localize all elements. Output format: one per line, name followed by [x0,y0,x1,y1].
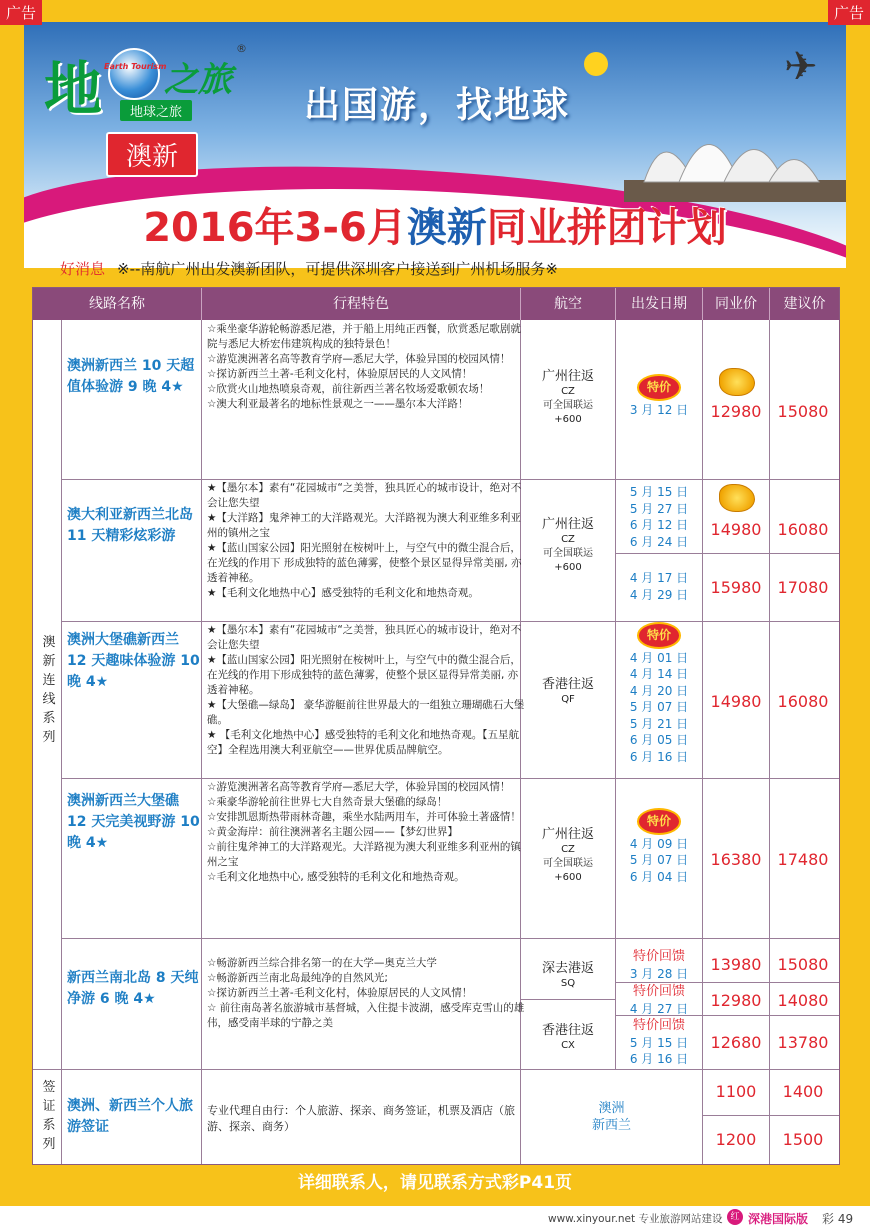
trade-price: 12980 [710,991,762,1010]
visa-dest: 澳洲 [598,1101,625,1116]
suggest-price: 17080 [777,578,829,597]
visa-destinations [521,1100,702,1134]
feature-line: ☆ 前往南岛著名旅游城市基督城，入住提卡波湖，感受库克雪山的雄伟，感受南半球的宁静之美 [207,1002,525,1029]
globe-text: Earth Tourism [104,62,167,71]
departure-date: 6 月 24 日 [629,534,689,549]
thumbs-up-icon [719,484,755,512]
route-description [207,956,525,1031]
page-number: 彩 49 [822,1212,854,1226]
departure-date: 5 月 21 日 [629,716,689,731]
airline-route: 广州往返 [541,369,594,384]
visa-price: 1500 [782,1130,824,1149]
departure-date: 5 月 07 日 [629,700,689,714]
grid-h [33,1069,839,1070]
route-name: 澳洲新西兰大堡礁 12 天完美视野游 10 晚 4★ [67,793,200,851]
grid-h [615,982,839,983]
trade-price: 14980 [710,520,762,539]
departure-date: 6 月 04 日 [629,869,689,884]
ad-label-left: 广告 [0,0,42,25]
feature-line: ★【毛利文化地热中心】感受独特的毛利文化和地热奇观。 [207,587,479,599]
dates-cell [616,376,702,418]
grid-h [61,479,839,480]
feature-line: ☆黄金海岸：前往澳洲著名主题公园——【梦幻世界】 [207,826,458,838]
trade-price: 12680 [710,1033,762,1052]
trade-price: 15980 [710,578,762,597]
airline-code: CX [561,1040,575,1051]
feature-line: ★ 【毛利文化地热中心】感受独特的毛利文化和地热奇观。【五星航空】全程选用澳大利亚航空——世界优质品牌航空。 [207,729,519,756]
departure-date: 6 月 16 日 [629,749,689,764]
special-label: 特价回馈 [632,949,685,964]
airline-route: 香港往返 [541,1023,594,1038]
section-label-series: 澳新连线系列 [42,635,56,745]
airline-route: 深去港返 [541,961,594,976]
feature-line: ★【墨尔本】素有“花园城市“之美誉，独具匠心的城市设计，绝对不会让您失望 [207,624,522,651]
grid-h [615,553,839,554]
visa-description: 专业代理自由行：个人旅游、探亲、商务签证，机票及酒店（旅游、探亲、商务） [207,1104,515,1133]
route-name: 澳洲大堡礁新西兰 12 天趣味体验游 10 晚 4★ [67,632,200,690]
departure-date: 4 月 29 日 [629,587,689,602]
logo-subtitle: 地球之旅 [120,100,192,121]
airline-cell [521,1022,615,1053]
price-table [32,287,840,1165]
special-price-badge: 特价 [639,376,679,399]
visa-dest: 新西兰 [591,1118,631,1133]
suggest-price: 15080 [777,402,829,421]
feature-line: ★【墨尔本】素有“花园城市“之美誉，独具匠心的城市设计，绝对不会让您失望 [207,482,522,509]
airline-cell [521,676,615,707]
feature-line: ☆探访新西兰土著-毛利文化村，体验原居民的人文风情！ [207,987,473,999]
grid-h [520,999,615,1000]
news-text: ※--南航广州出发澳新团队，可提供深圳客户接送到广州机场服务※ [117,260,558,278]
opera-house-icon [624,102,846,202]
page-footer [0,1206,870,1230]
departure-date: 6 月 12 日 [629,518,689,532]
suggest-price: 16080 [777,692,829,711]
special-label: 特价回馈 [632,984,685,999]
header-features: 行程特色 [202,288,521,320]
airline-code: CZ [561,844,575,855]
footer-note: 详细联系人，请见联系方式彩P41页 [297,1173,573,1193]
logo-zhilv: 之旅 [164,60,232,100]
route-description [207,481,525,601]
header-dates: 出发日期 [616,288,703,320]
grid-h [61,938,839,939]
departure-date: 6 月 16 日 [629,1052,689,1066]
departure-date: 6 月 05 日 [629,733,689,747]
airline-cell [521,826,615,885]
slogan: 出国游，找地球 [304,85,571,126]
trade-price: 16380 [710,850,762,869]
feature-line: ☆游览澳洲著名高等教育学府—悉尼大学，体验异国的校园风情！ [207,781,511,793]
airline-route: 香港往返 [541,677,594,692]
airplane-icon: ✈ [784,44,818,90]
airline-cell [521,960,615,991]
feature-line: ☆游览澳洲著名高等教育学府—悉尼大学，体验异国的校园风情！ [207,353,511,365]
trade-price: 13980 [710,955,762,974]
dates-cell [616,570,702,603]
departure-date: 4 月 20 日 [629,683,689,698]
special-price-badge: 特价 [639,810,679,833]
departure-date: 5 月 15 日 [629,485,689,499]
header-suggest-price: 建议价 [783,296,826,312]
airline-note: 可全国联运 [543,548,593,559]
feature-line: ☆毛利文化地热中心, 感受独特的毛利文化和地热奇观。 [207,871,465,883]
feature-line: ☆畅游新西兰综合排名第一的在大学—奥克兰大学 [207,957,437,969]
dates-cell [616,1018,702,1068]
feature-line: ★【大堡礁—绿岛】 豪华游艇前往世界最大的一组独立珊瑚礁石大堡礁。 [207,699,525,726]
dates-cell [616,810,702,885]
header-trade-price: 同业价 [703,288,770,320]
airline-extra: +600 [554,414,582,425]
trade-price: 12980 [710,402,762,421]
footer-edition: 深港国际版 [748,1212,809,1226]
suggest-price: 16080 [777,520,829,539]
feature-line: ☆探访新西兰土著-毛利文化村，体验原居民的人文风情！ [207,368,473,380]
airline-note: 可全国联运 [543,400,593,411]
visa-price: 1100 [715,1082,757,1101]
departure-date: 3 月 12 日 [629,402,689,417]
route-name: 新西兰南北岛 8 天纯净游 6 晚 4★ [67,970,199,1007]
registered-mark: ® [236,42,247,55]
route-description [207,780,525,885]
dates-cell [616,949,702,982]
sun-icon [584,52,608,76]
dates-cell [616,984,702,1017]
grid-h [702,1115,839,1116]
route-name: 澳洲新西兰 10 天超值体验游 9 晚 4★ [67,358,195,395]
airline-extra: +600 [554,872,582,883]
news-tag: 好消息 [60,260,106,278]
suggest-price: 15080 [777,955,829,974]
section-label-visa: 签证系列 [42,1080,56,1152]
grid-v [201,320,202,1164]
departure-date: 5 月 07 日 [629,853,689,867]
feature-line: ☆畅游新西兰南北岛最纯净的自然风光; [207,972,388,984]
airline-code: CZ [561,534,575,545]
airline-note: 可全国联运 [543,858,593,869]
departure-date: 4 月 09 日 [629,836,689,851]
thumbs-up-icon [719,368,755,396]
visa-price: 1400 [782,1082,824,1101]
departure-date: 3 月 28 日 [629,966,689,981]
header-route: 线路名称 [33,288,202,320]
header-airline: 航空 [521,288,616,320]
headline-part3: 同业拼团计划 [486,205,727,251]
airline-code: QF [561,694,575,705]
grid-h [61,621,839,622]
departure-date: 4 月 27 日 [629,1001,689,1016]
departure-date: 5 月 27 日 [629,501,689,516]
airline-route: 广州往返 [541,517,594,532]
airline-cell [521,516,615,575]
special-label: 特价回馈 [632,1018,685,1033]
dates-cell [616,484,702,550]
airline-cell [521,368,615,427]
departure-date: 5 月 15 日 [629,1035,689,1050]
globe-icon [108,48,160,100]
visa-name: 澳洲、新西兰个人旅游签证 [67,1098,193,1135]
airline-extra: +600 [554,562,582,573]
feature-line: ☆前往鬼斧神工的大洋路观光。大洋路视为澳大利亚维多利亚州的镇州之宝 [207,841,521,868]
feature-line: ☆澳大利亚最著名的地标性景观之一——墨尔本大洋路！ [207,398,469,410]
route-name: 澳大利亚新西兰北岛 11 天精彩炫彩游 [67,507,193,544]
trade-price: 14980 [710,692,762,711]
feature-line: ☆安排凯恩斯热带雨林奇趣，乘坐水陆两用车，并可体验土著盛情！ [207,811,521,823]
airline-route: 广州往返 [541,827,594,842]
suggest-price: 14080 [777,991,829,1010]
visa-price: 1200 [715,1130,757,1149]
headline-part2: 澳新 [406,205,487,251]
suggest-price: 17480 [777,850,829,869]
ad-label-right: 广告 [828,0,870,25]
news-line [60,258,558,279]
headline [24,196,846,253]
route-description [207,322,525,412]
feature-line: ★【大洋路】鬼斧神工的大洋路观光。大洋路视为澳大利亚维多利亚州的镇州之宝 [207,512,521,539]
feature-line: ☆乘坐豪华游轮畅游悉尼港，并于船上用纯正西餐，欣赏悉尼歌剧就院与悉尼大桥宏伟建筑构成的独特景色！ [207,323,521,350]
airline-code: SQ [560,978,576,989]
region-badge: 澳新 [106,132,198,177]
departure-date: 4 月 14 日 [629,667,689,681]
dates-cell [616,624,702,765]
headline-part1: 2016年3-6月 [143,205,407,251]
feature-line: ☆乘豪华游轮前往世界七大自然奇景大堡礁的绿岛！ [207,796,448,808]
feature-line: ☆欣赏火山地热喷泉奇观，前往新西兰著名牧场爱歌顿农场！ [207,383,490,395]
feature-line: ★【蓝山国家公园】阳光照射在桉树叶上，与空气中的微尘混合后，在光线的作用下 形成独特的蓝色薄雾，使整个景区显得异常美丽, 亦透着神秘。 [207,542,522,584]
special-price-badge: 特价 [639,624,679,647]
footer-badge: 红 [727,1209,743,1225]
route-description [207,623,525,758]
grid-v [61,320,62,1164]
suggest-price: 13780 [777,1033,829,1052]
grid-h [61,778,839,779]
departure-date: 4 月 01 日 [629,650,689,665]
airline-code: CZ [561,386,575,397]
table-header-row [33,288,839,320]
feature-line: ★【蓝山国家公园】阳光照射在桉树叶上，与空气中的微尘混合后，在光线的作用下形成独特的蓝色薄雾，使整个景区显得异常美丽, 亦透着神秘。 [207,654,521,696]
departure-date: 4 月 17 日 [629,571,689,585]
logo-char-di: 地 [44,55,103,123]
footer-url: www.xinyour.net 专业旅游网站建设 [548,1213,723,1225]
